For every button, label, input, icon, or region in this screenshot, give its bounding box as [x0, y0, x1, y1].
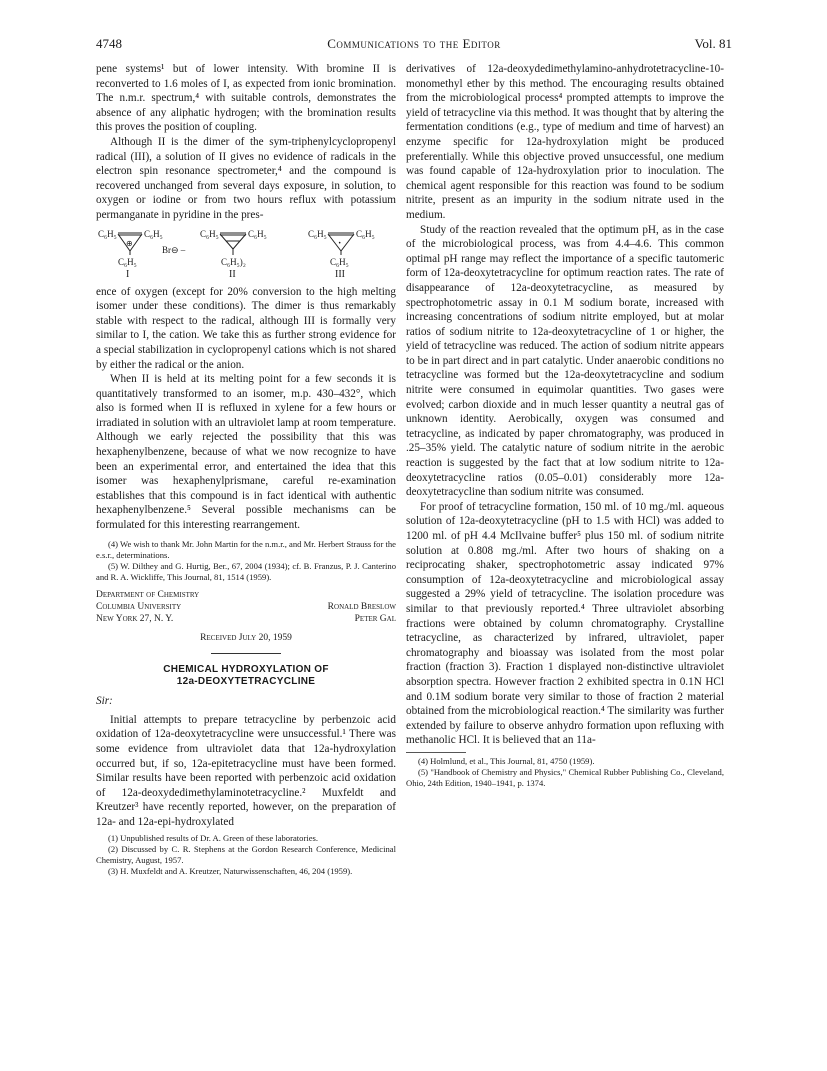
bromide-label: Br⊖ –: [162, 244, 186, 255]
article-title: [96, 664, 396, 688]
paragraph: Although II is the dimer of the sym-triphenylcyclopropenyl radical (III), a solution of II gives no evidence of radicals in the electron spin resonance spectrometer,⁴ and the compound is recovered unchanged from several days exposure, in solution, to oxygen or iodine or from two hours reflux with potassium permanganate in pyridine in the pres-: [96, 135, 396, 221]
paragraph: pene systems¹ but of lower intensity. With bromine II is reconverted to 1.6 moles of I, as expected from ionic bromination. The n.m.r. spectrum,⁴ with suitable controls, demonstrates the absence of any aliphatic hydrogen; with the bromination results this proves the position of coupling.: [96, 63, 396, 134]
footnote: (2) Discussed by C. R. Stephens at the Gordon Research Conference, Medicinal Chemistry, August, 1957.: [96, 843, 396, 865]
author-name: Ronald Breslow: [327, 601, 396, 612]
paragraph: Study of the reaction revealed that the optimum pH, as in the case of the microbiological process, was from 4.4–4.6. This common optimal pH range may reflect the importance of a specific tautomeric form of 12a-deoxytetracycline for optimum reaction rates. The rate of disappearance of 12a-deoxytetracycline, as measured by spectrophotometric assay in 0.1 M sodium borate, increased with increasing concentrations of sodium nitrite employed, but at molar ratios of sodium nitrite to 12a-deoxytetracycline of 1 or higher, the yield of tetracycline was reduced. The action of sodium nitrite appears to be in part direct and in part catalytic. Under anaerobic conditions no tetracycline was formed but the 12a-deoxytetracycline and sodium nitrite were consumed in equimolar quantities. Two gases were evolved; carbon dioxide and in much lesser quantity a neutral gas of unknown identity. Aerobically, oxygen was consumed and tetracycline, as indicated by paper chromatography, was produced in .25–35% yield. The catalytic nature of sodium nitrite in the aerobic reaction is suggested by the fact that at low sodium nitrite to 12a-deoxytetracycline ratios (0.05–0.01) considerably more 12a-deoxytetracycline than sodium nitrite was consumed.: [406, 223, 724, 499]
article-footnotes: [96, 833, 396, 877]
author-name: Peter Gal: [354, 613, 396, 624]
running-title: Communications to the Editor: [327, 36, 501, 51]
page-header: [96, 36, 732, 56]
substituent-label: C₆H₅: [144, 228, 163, 239]
paragraph: For proof of tetracycline formation, 150 ml. of 10 mg./ml. aqueous solution of 12a-deoxytetracycline (pH to 1.5 with HCl) was added to 1200 ml. of pH 4.4 McIlvaine buffer⁵ plus 150 ml. of sodium nitrite solution at 0.808 mg./ml. After two hours of shaking on a reciprocating shaker, spectrophotometric assay indicated 97% consumption of 12a-deoxytetracycline and microbiological assay suggested a 29% yield of tetracycline. The isolation procedure was similar to that previously reported.⁴ Three ultraviolet absorbing fractions were obtained by column chromatography. Crystalline tetracycline, as characterized by infrared, ultraviolet, paper chromatography and bioassay was isolated from the most polar fraction (fraction 3). Fraction 1 displayed non-distinctive ultraviolet absorption spectra. However fraction 2 exhibited spectra in 0.1N HCl and 0.1M sodium borate very similar to those of fraction 2 material obtained from the microbiological reaction.⁴ The similarity was further extended by failure to observe anhydro formation upon refluxing with methanolic HCl. It is believed that an 11a-: [406, 500, 724, 747]
right-column: [406, 62, 724, 789]
chemical-structures: [96, 225, 396, 281]
paragraph: ence of oxygen (except for 20% conversion to the high melting isomer under these conditions). The dimer is thus remarkably stable with respect to the radical, although III is formally very similar to I, the cation. We take this as further strong evidence for a special stabilization in cyclopropenyl cations which is not shared by either the radical or the anion.: [96, 285, 396, 371]
article-title-line: 12a-DEOXYTETRACYCLINE: [176, 676, 316, 688]
footnote-rule: [406, 752, 466, 753]
footnote: (4) Holmlund, et al., This Journal, 81, 4750 (1959).: [418, 755, 595, 766]
page-number: 4748: [96, 36, 122, 51]
footnotes: [96, 539, 396, 583]
author-signature: [96, 589, 396, 627]
substituent-label: C₆H₅: [330, 256, 349, 267]
substituent-label: C₆H₅: [356, 228, 375, 239]
university: Columbia University: [96, 601, 182, 612]
paragraph: Initial attempts to prepare tetracycline by perbenzoic acid oxidation of 12a-deoxytetracycline were unsuccessful.¹ There was some evidence from ultraviolet data that 12a-hydroxylation occurred but, if so, 12a-epitetracycline must have been formed. Similar results have been reported with perbenzoic acid oxidation of 12a-deoxydedimethylaminotetracycline.² Muxfeldt and Kreutzer³ have recently reported, however, on the preparation of 12a- and 12a-epi-hydroxylated: [96, 713, 396, 828]
substituent-label: C₆H₅: [248, 228, 267, 239]
paragraph: derivatives of 12a-deoxydedimethylamino-anhydrotetracycline-10-monomethyl ether by this method. The encouraging results obtained from the microbiological process⁴ prompted attempts to improve the yield of tetracycline via this method. It was thought that by altering the fermentation conditions (e.g., type of medium and time of harvest) an enzyme specific for 12a-hydroxylation might be produced preferentially. While this objective proved unsuccessful, one medium was found capable of 12a-hydroxylation prior to inoculation. The chemical agent responsible for this reaction was found to be sodium nitrite, present as an impurity in the sodium nitrate used in the medium.: [406, 63, 724, 221]
received-date: Received July 20, 1959: [200, 632, 292, 643]
substituent-label: C₆H₅)₂: [221, 256, 246, 267]
left-column: [96, 62, 396, 877]
volume-label: Vol. 81: [694, 36, 732, 51]
compound-number-2: II: [229, 268, 236, 280]
footnote: (5) "Handbook of Chemistry and Physics," Chemical Rubber Publishing Co., Cleveland, Ohio, 24th Edition, 1940–1941, p. 1374.: [406, 766, 724, 788]
compound-number-1: I: [126, 268, 130, 280]
structure-drawing: [96, 225, 396, 281]
footnotes: [406, 756, 724, 789]
paragraph: When II is held at its melting point for a few seconds it is quantitatively transformed to an isomer, m.p. 430–432°, which also is formed when II is refluxed in xylene for a few hours or irradiated in solution with an ultraviolet lamp at room temperature. Although we early rejected the possibility that this was hexaphenylbenzene, because of what we now recognize to have been an experimental error, and entertained the idea that this isomer was hexaphenylprismane, careful re-examination establishes that this compound is in fact identical with authentic hexaphenylbenzene.⁵ Several possible mechanisms can be formulated for this interesting rearrangement.: [96, 373, 396, 532]
salutation: Sir:: [96, 695, 113, 708]
footnote: (5) W. Dilthey and G. Hurtig, Ber., 67, 2004 (1934); cf. B. Franzus, P. J. Canterino and R. A. Wickliffe, This Journal, 81, 1514 (1959).: [96, 560, 396, 582]
compound-number-3: III: [335, 268, 345, 280]
substituent-label: C₆H₅: [308, 228, 327, 239]
footnote: (4) We wish to thank Mr. John Martin for the n.m.r., and Mr. Herbert Strauss for the e.s.r., determinations.: [96, 538, 396, 560]
footnote: (1) Unpublished results of Dr. A. Green of these laboratories.: [108, 832, 319, 843]
article-title-line: CHEMICAL HYDROXYLATION OF: [163, 664, 329, 676]
section-divider: [211, 653, 281, 654]
department: Department of Chemistry: [96, 589, 200, 600]
cation-charge: ⊕: [126, 238, 133, 248]
substituent-label: C₆H₅: [200, 228, 219, 239]
footnote: (3) H. Muxfeldt and A. Kreutzer, Naturwissenschaften, 46, 204 (1959).: [108, 865, 353, 876]
substituent-label: C₆H₅: [98, 228, 117, 239]
city: New York 27, N. Y.: [96, 613, 174, 624]
radical-dot: ·: [338, 237, 342, 249]
substituent-label: C₆H₅: [118, 256, 137, 267]
